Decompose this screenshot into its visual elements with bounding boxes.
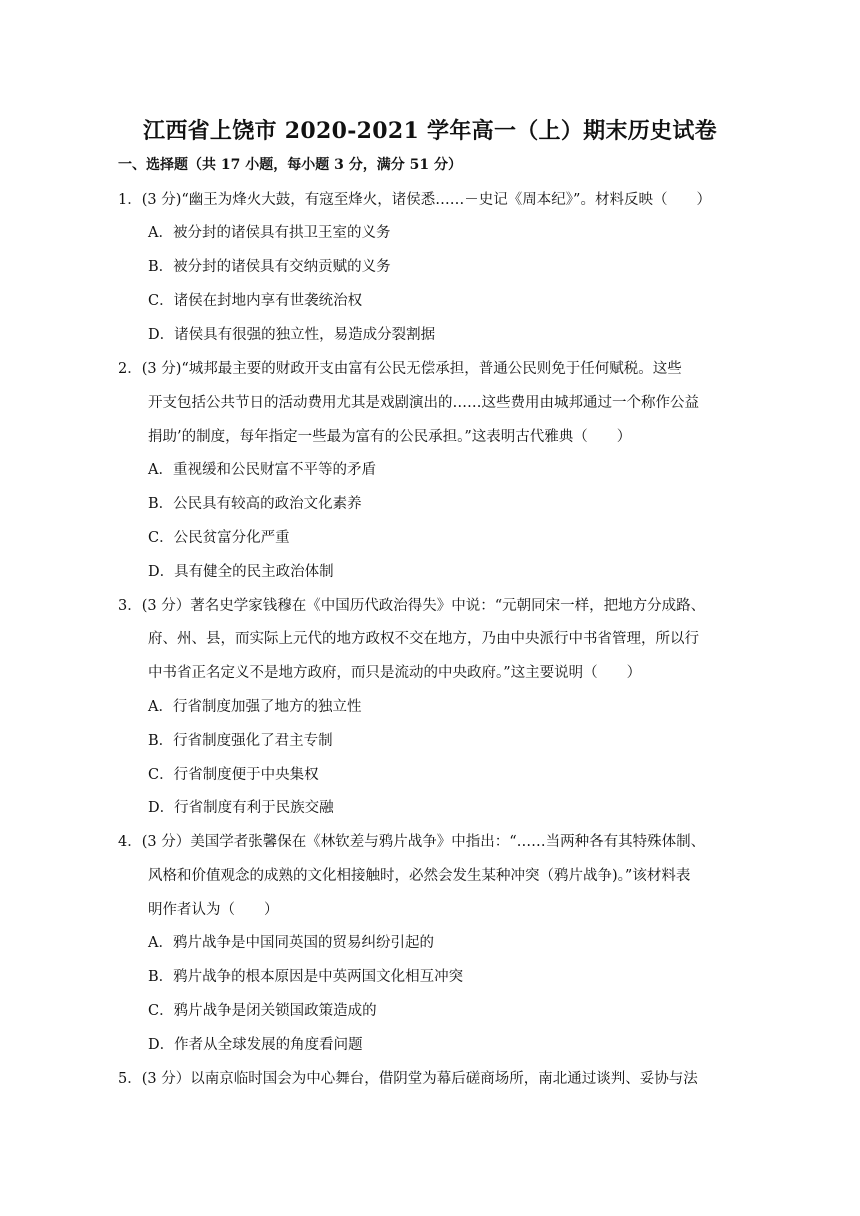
question-4-line-2: 风格和价值观念的成熟的文化相接触时，必然会发生某种冲突（鸦片战争)。”该材料表 [148, 868, 691, 884]
question-4-option-a: A．鸦片战争是中国同英国的贸易纠纷引起的 [148, 935, 434, 951]
question-3-line-3: 中书省正名定义不是地方政府，而只是流动的中央政府。”这主要说明（ ） [148, 665, 642, 681]
question-5-line-1: 5．(3 分）以南京临时国会为中心舞台，借阴堂为幕后磋商场所，南北通过谈判、妥协与法 [118, 1071, 698, 1087]
question-1-option-a: A．被分封的诸侯具有拱卫王室的义务 [148, 225, 391, 241]
section-heading: 一、选择题（共 17 小题，每小题 3 分，满分 51 分） [118, 157, 462, 173]
question-2-option-d: D．具有健全的民主政治体制 [148, 564, 334, 580]
question-2-option-b: B．公民具有较高的政治文化素养 [148, 496, 362, 512]
question-2-option-a: A．重视缓和公民财富不平等的矛盾 [148, 462, 376, 478]
question-1-option-c: C．诸侯在封地内享有世袭统治权 [148, 293, 363, 309]
question-4-option-c: C．鸦片战争是闭关锁国政策造成的 [148, 1003, 377, 1019]
question-2-option-c: C．公民贫富分化严重 [148, 530, 290, 546]
question-3-option-b: B．行省制度强化了君主专制 [148, 733, 333, 749]
question-4-line-3: 明作者认为（ ） [148, 902, 279, 918]
question-1-option-b: B．被分封的诸侯具有交纳贡赋的义务 [148, 259, 391, 275]
question-2-line-2: 开支包括公共节日的活动费用尤其是戏剧演出的……这些费用由城邦通过一个称作公益 [148, 395, 699, 411]
question-3-line-2: 府、州、县，而实际上元代的地方政权不交在地方，乃由中央派行中书省管理，所以行 [148, 631, 699, 647]
question-1-line-1: 1．(3 分)“幽王为烽火大鼓，有寇至烽火，诸侯悉……－史记《周本纪》”。材料反映（ ） [118, 192, 711, 208]
question-3-option-c: C．行省制度便于中央集权 [148, 767, 319, 783]
question-3-option-d: D．行省制度有利于民族交融 [148, 800, 334, 816]
question-4-option-d: D．作者从全球发展的角度看问题 [148, 1037, 363, 1053]
question-2-line-1: 2．(3 分)“城邦最主要的财政开支由富有公民无偿承担，普通公民则免于任何赋税。这些 [118, 361, 682, 377]
question-1-option-d: D．诸侯具有很强的独立性，易造成分裂割据 [148, 327, 436, 343]
question-2-line-3: 捐助’的制度，每年指定一些最为富有的公民承担。”这表明古代雅典（ ） [148, 429, 632, 445]
question-3-line-1: 3．(3 分）著名史学家钱穆在《中国历代政治得失》中说：“元朝同宋一样，把地方分成路、 [118, 598, 706, 614]
question-4-option-b: B．鸦片战争的根本原因是中英两国文化相互冲突 [148, 969, 464, 985]
question-4-line-1: 4．(3 分）美国学者张馨保在《林钦差与鸦片战争》中指出：“……当两种各有其特殊体制、 [118, 834, 706, 850]
question-3-option-a: A．行省制度加强了地方的独立性 [148, 699, 362, 715]
exam-title: 江西省上饶市 2020-2021 学年高一（上）期末历史试卷 [143, 118, 717, 144]
